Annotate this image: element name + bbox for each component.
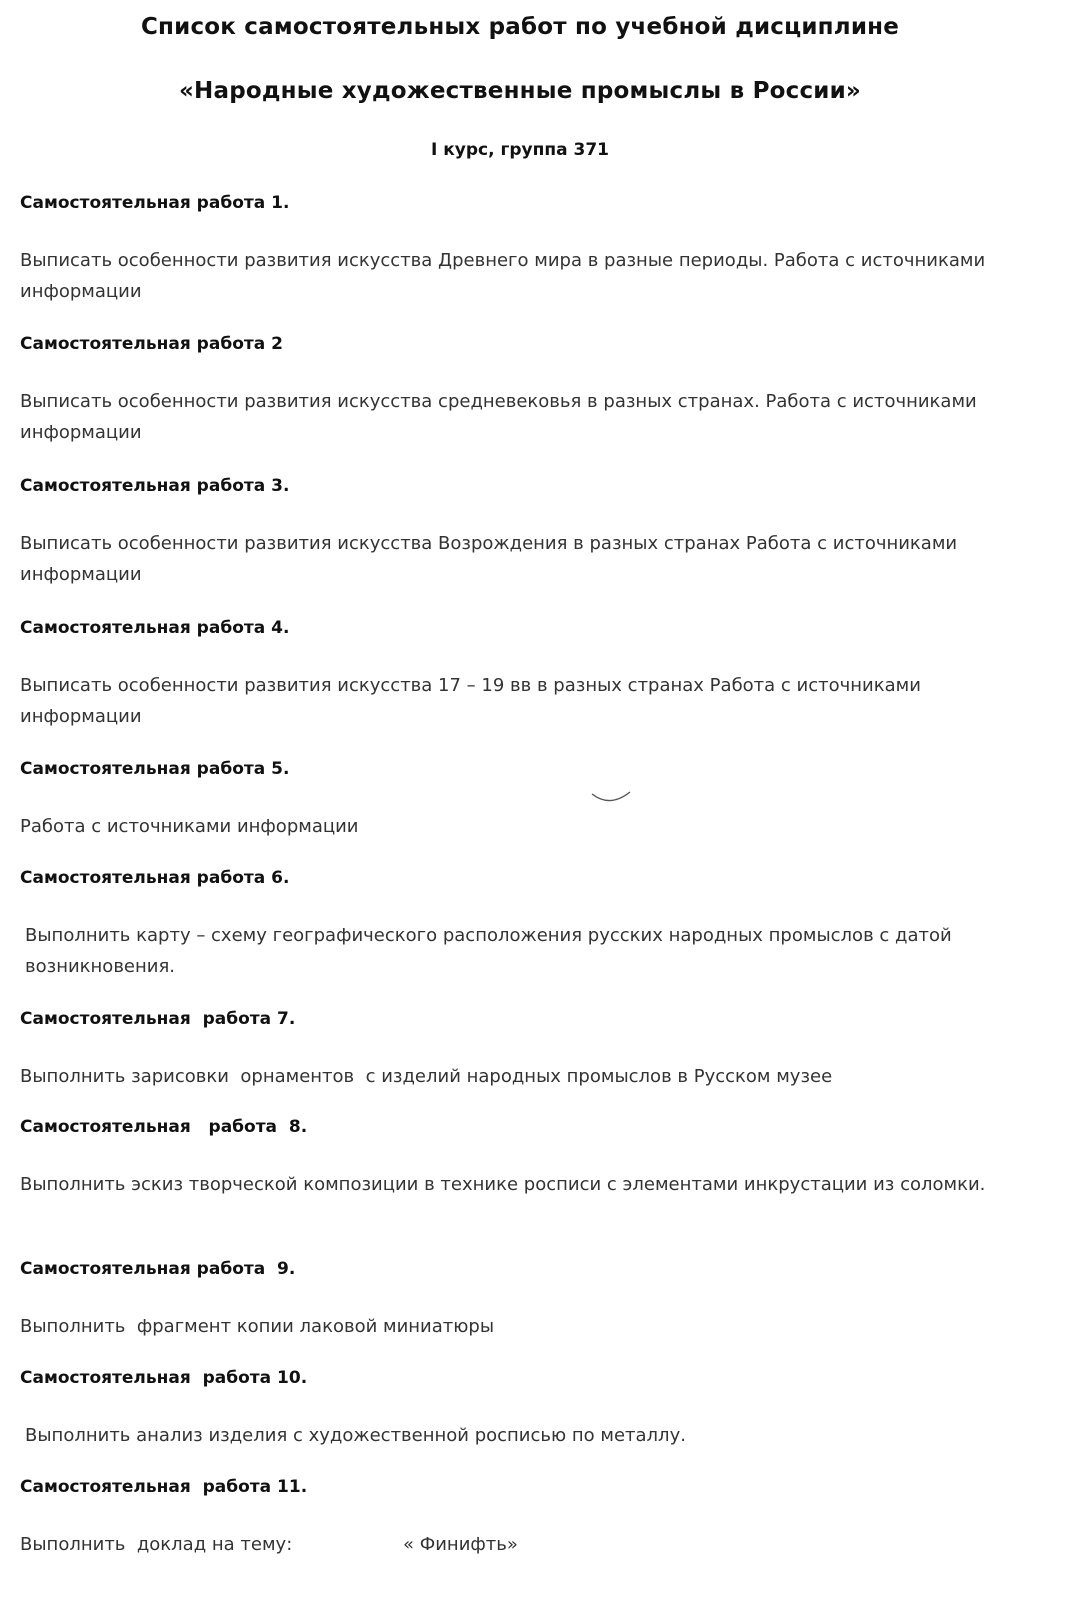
work-description: Выписать особенности развития искусства Древнего мира в разные периоды. Работа с источниками информации <box>20 250 986 302</box>
report-topic: « Финифть» <box>403 1534 518 1555</box>
work-description: Выполнить зарисовки орнаментов с изделий народных промыслов в Русском музее <box>20 1066 833 1087</box>
work-description: Работа с источниками информации <box>20 816 359 837</box>
work-heading: Самостоятельная работа 4. <box>20 618 290 638</box>
work-heading: Самостоятельная работа 6. <box>20 868 290 888</box>
work-description: Выполнить анализ изделия с художественной росписью по металлу. <box>25 1425 686 1446</box>
work-description: Выписать особенности развития искусства Возрождения в разных странах Работа с источниками информации <box>20 533 958 585</box>
work-heading: Самостоятельная работа 10. <box>20 1368 308 1388</box>
work-heading: Самостоятельная работа 2 <box>20 334 283 354</box>
course-group-subtitle: I курс, группа 371 <box>431 140 609 160</box>
work-heading: Самостоятельная работа 9. <box>20 1259 296 1279</box>
work-heading: Самостоятельная работа 7. <box>20 1009 296 1029</box>
work-heading: Самостоятельная работа 11. <box>20 1477 308 1497</box>
work-description: Выполнить эскиз творческой композиции в технике росписи с элементами инкрустации из соломки. <box>20 1174 986 1195</box>
discipline-title: «Народные художественные промыслы в России» <box>179 78 861 104</box>
work-description: Выполнить карту – схему географического расположения русских народных промыслов с датой возникновения. <box>25 925 952 977</box>
work-heading: Самостоятельная работа 3. <box>20 476 290 496</box>
document-title: Список самостоятельных работ по учебной дисциплине <box>140 14 900 40</box>
pen-mark <box>588 786 636 810</box>
work-description: Выполнить доклад на тему: <box>20 1534 293 1555</box>
work-heading: Самостоятельная работа 1. <box>20 193 290 213</box>
work-heading: Самостоятельная работа 8. <box>20 1117 308 1137</box>
work-description: Выписать особенности развития искусства средневековья в разных странах. Работа с источниками информации <box>20 391 977 443</box>
work-heading: Самостоятельная работа 5. <box>20 759 290 779</box>
work-description: Выполнить фрагмент копии лаковой миниатюры <box>20 1316 495 1337</box>
work-description: Выписать особенности развития искусства 17 – 19 вв в разных странах Работа с источниками информации <box>20 675 921 727</box>
